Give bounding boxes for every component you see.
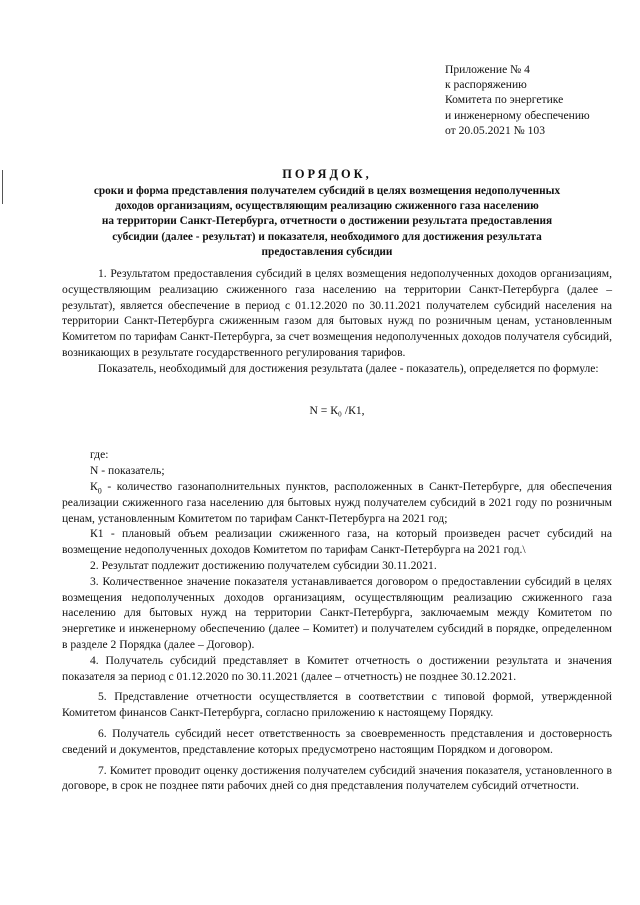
annex-committee-cont: и инженерному обеспечению: [445, 108, 590, 122]
document-title: ПОРЯДОК,: [282, 167, 372, 181]
k0-definition: [62, 479, 612, 526]
paragraph-1: 1. Результатом предоставления субсидий в целях возмещения недополученных доходов организациям, осуществляющим реализацию сжиженного газа населению на территории Санкт-Петербурга (далее – результат), является обеспечение в период с 01.12.2020 по 30.11.2021 получателем субсидий населения на территории Санкт-Петербурга сжиженным газом для бытовых нужд по розничным ценам, установленным Комитетом по тарифам Санкт-Петербурга, за счет возмещения недополученных доходов получателя субсидий, возникающих в результате государственного регулирования тарифов.: [62, 267, 612, 359]
scan-edge-mark: [2, 170, 3, 204]
paragraph-indicator: Показатель, необходимый для достижения результата (далее - показатель), определяется по формуле:: [98, 361, 599, 375]
k1-definition: К1 - плановый объем реализации сжиженного газа, на который произведен расчет субсидий на возмещение недополученных доходов Комитетом по тарифам Санкт-Петербурга на 2021 год.\: [62, 527, 612, 557]
paragraph-7: 7. Комитет проводит оценку достижения получателем субсидий значения показателя, установленного в договоре, в срок не позднее пяти рабочих дней со дня представления получателем субсидий отчетности.: [62, 763, 612, 793]
k0-symbol: К: [90, 479, 98, 493]
where-label: где:: [90, 448, 109, 462]
k0-definition-text: - количество газонаполнительных пунктов, расположенных в Санкт-Петербурге, для обеспечения реализации сжиженного газа населению для бытовых нужд получателем субсидий в 2021 году по розничным ценам, установленным Комитетом по тарифам Санкт-Петербурга на 2021 год;: [62, 479, 612, 525]
annex-header: [445, 62, 635, 138]
subtitle-line: сроки и форма представления получателем субсидий в целях возмещения недополученных: [93, 185, 561, 197]
paragraph-4: 4. Получатель субсидий представляет в Комитет отчетность о достижении результата и значения показателя за период с 01.12.2020 по 30.11.2021 (далее – отчетность) не позднее 30.12.2021.: [62, 653, 612, 683]
subtitle-line: субсидии (далее - результат) и показателя, необходимого для достижения результата: [112, 230, 542, 243]
subtitle-line: предоставления субсидии: [261, 245, 393, 258]
paragraph-3: 3. Количественное значение показателя устанавливается договором о предоставлении субсидий в целях возмещения недополученных доходов организациям, осуществляющим реализацию сжиженного газа населению для бытовых нужд на территории Санкт-Петербурга, заключаемым между Комитетом по энергетике и инженерному обеспечению (далее – Комитет) и получателем субсидий в порядке, определенном в разделе 2 Порядка (далее – Договор).: [62, 574, 612, 651]
formula: N = К₀ /К1,: [309, 403, 365, 417]
subtitle-line: доходов организациям, осуществляющим реализацию сжиженного газа населению: [115, 200, 539, 213]
paragraph-6: 6. Получатель субсидий несет ответственность за своевременность представления и достоверность сведений и документов, представление которых предусмотрено настоящим Порядком и договором.: [62, 726, 612, 756]
n-definition: N - показатель;: [90, 464, 165, 478]
annex-date: от 20.05.2021 № 103: [445, 123, 546, 137]
subtitle-line: на территории Санкт-Петербурга, отчетности о достижении результата предоставления: [101, 215, 553, 228]
paragraph-2: 2. Результат подлежит достижению получателем субсидии 30.11.2021.: [90, 558, 437, 572]
document-subtitle: [54, 184, 600, 260]
annex-committee: Комитета по энергетике: [445, 93, 564, 107]
annex-number: Приложение № 4: [445, 63, 530, 76]
k0-subscript: 0: [97, 486, 102, 496]
annex-ref: к распоряжению: [445, 78, 527, 92]
document-body: [62, 266, 612, 794]
paragraph-5: 5. Представление отчетности осуществляется в соответствии с типовой формой, утвержденной Комитетом финансов Санкт-Петербурга, согласно приложению к настоящему Порядку.: [62, 690, 612, 720]
